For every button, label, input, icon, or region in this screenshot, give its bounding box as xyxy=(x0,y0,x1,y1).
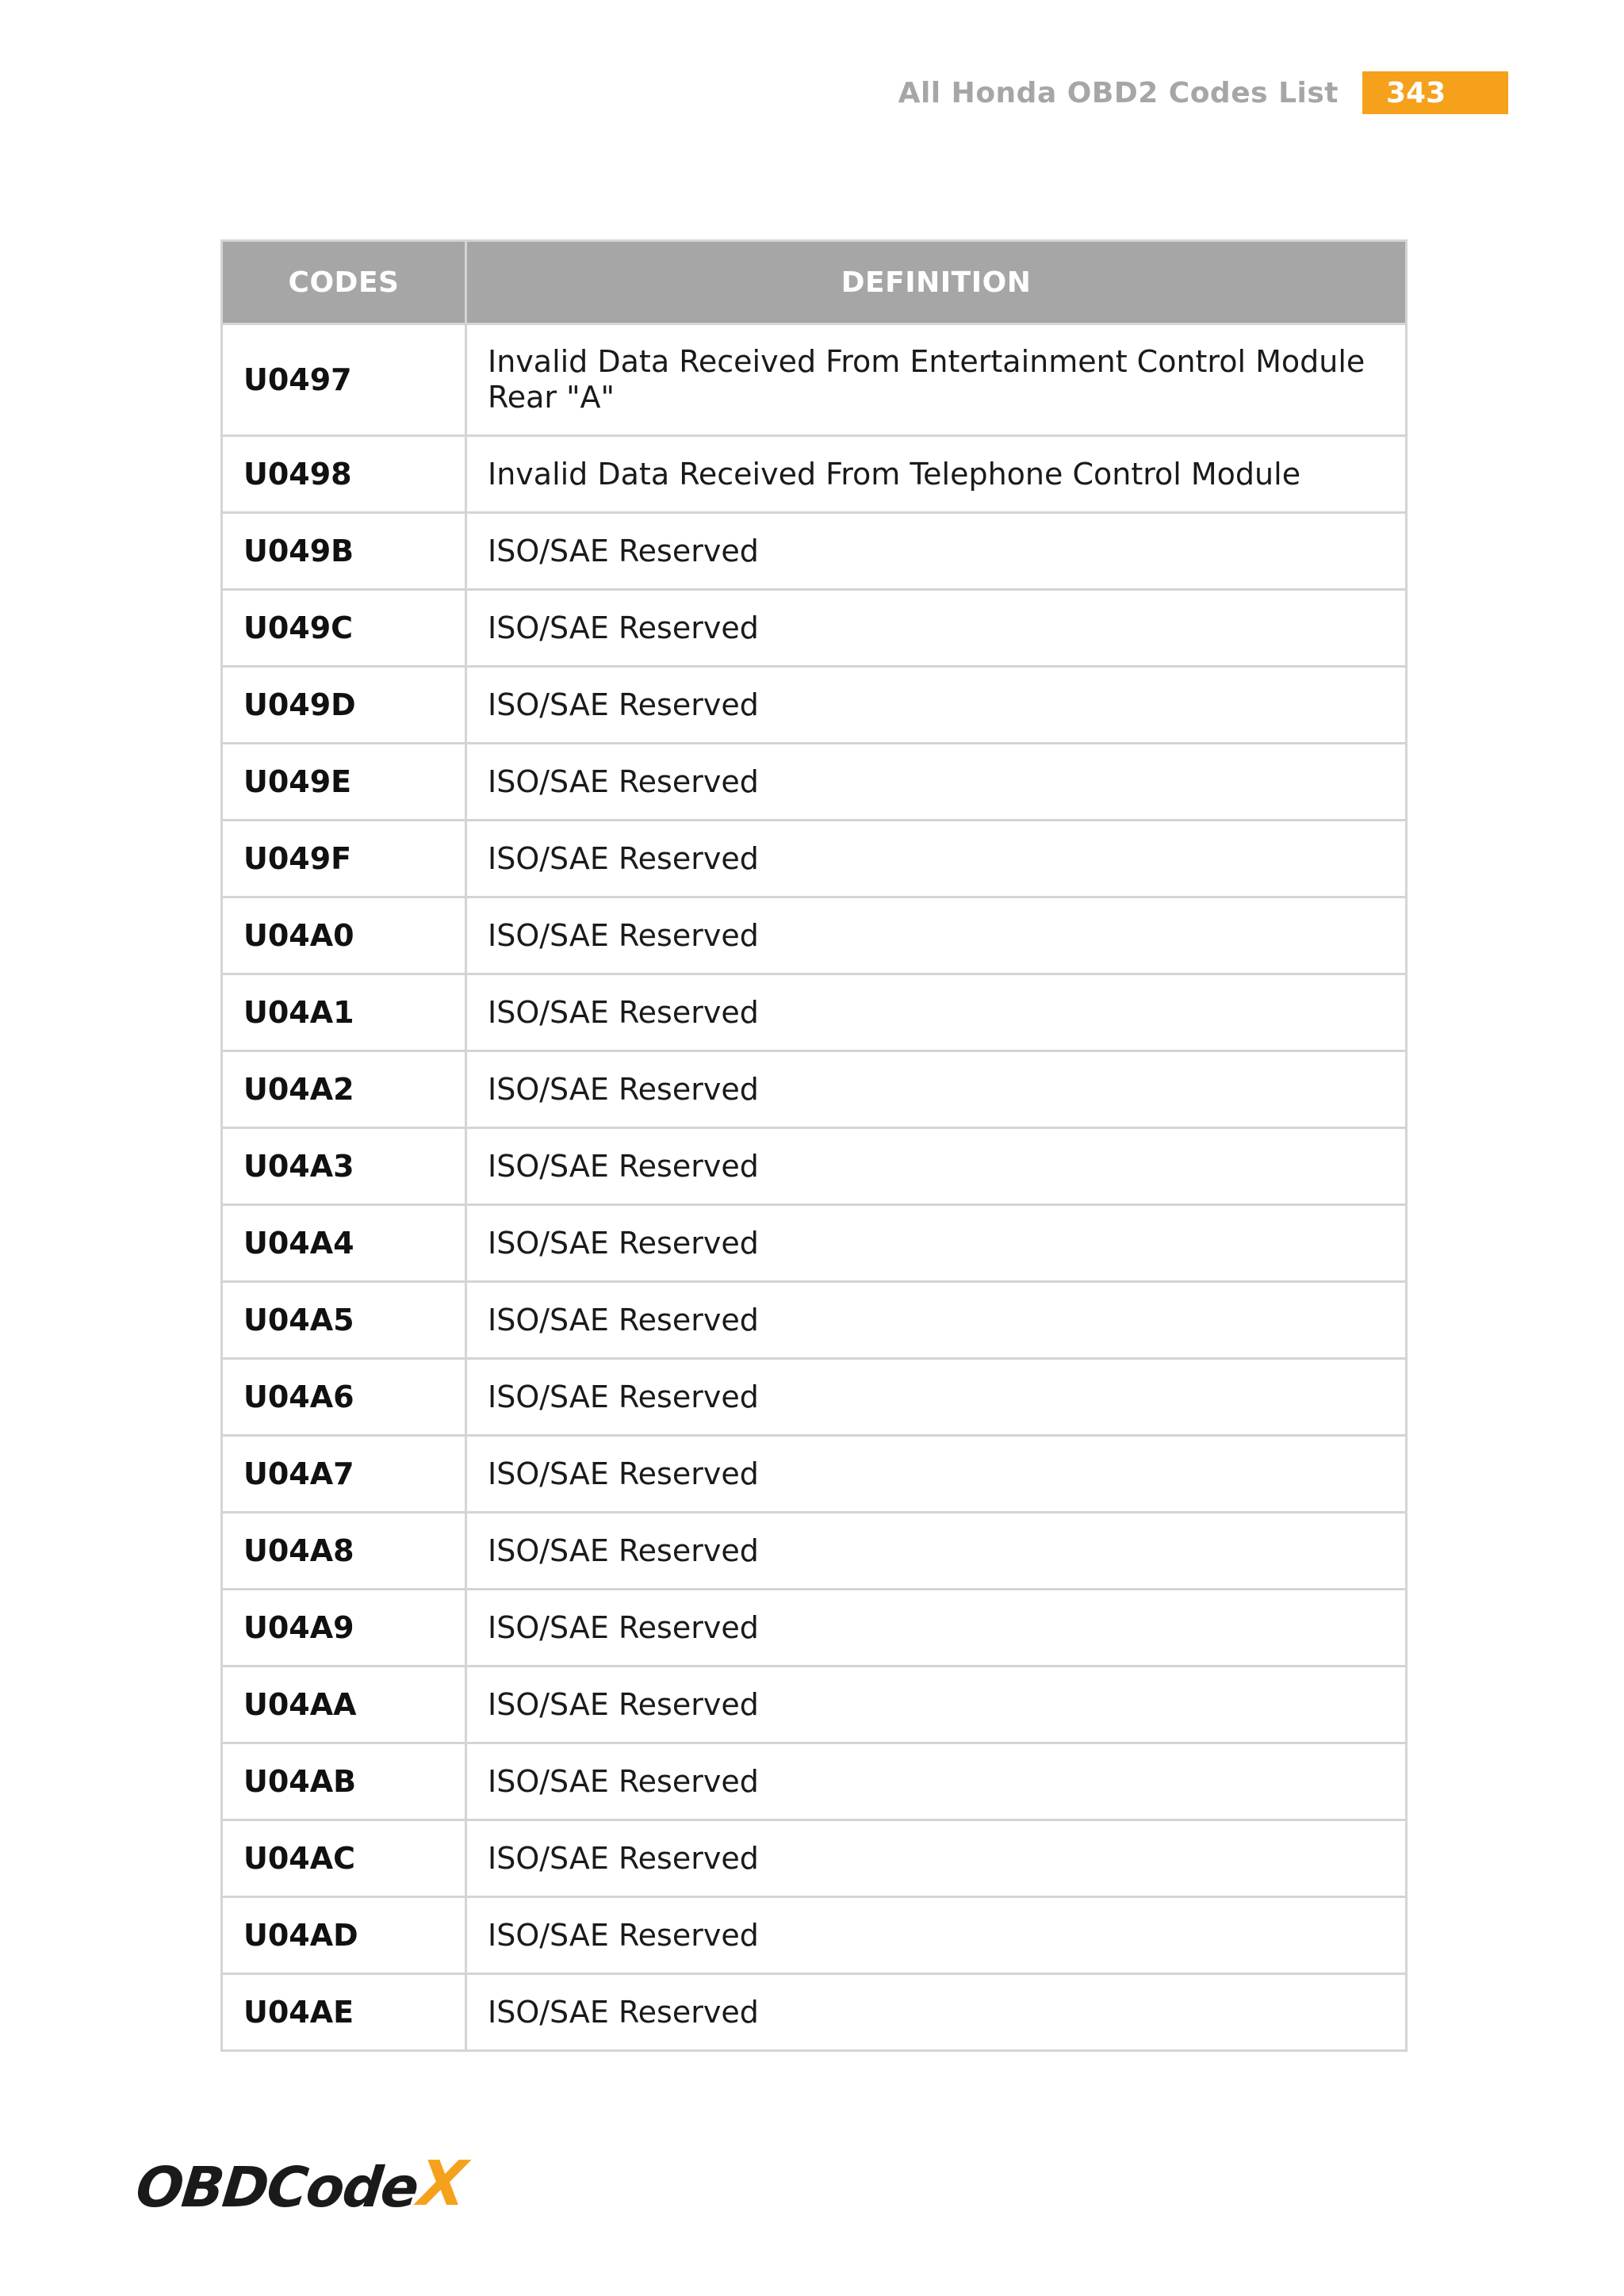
definition-cell: ISO/SAE Reserved xyxy=(466,1743,1407,1820)
definition-cell: ISO/SAE Reserved xyxy=(466,821,1407,897)
table-row xyxy=(222,1436,1407,1513)
definition-cell: ISO/SAE Reserved xyxy=(466,1128,1407,1205)
table-row xyxy=(222,324,1407,436)
code-cell: U04A7 xyxy=(222,1436,466,1513)
table-row xyxy=(222,590,1407,667)
table-row xyxy=(222,1282,1407,1359)
code-cell: U04AD xyxy=(222,1897,466,1974)
table-row xyxy=(222,1820,1407,1897)
column-header-codes: CODES xyxy=(222,241,466,324)
definition-cell: ISO/SAE Reserved xyxy=(466,513,1407,590)
code-cell: U049D xyxy=(222,667,466,744)
page-number-badge: 343 xyxy=(1362,71,1508,114)
definition-cell: ISO/SAE Reserved xyxy=(466,1359,1407,1436)
table-row xyxy=(222,974,1407,1051)
table-row xyxy=(222,1897,1407,1974)
code-cell: U04A0 xyxy=(222,897,466,974)
definition-cell: ISO/SAE Reserved xyxy=(466,1667,1407,1743)
table-row xyxy=(222,744,1407,821)
code-cell: U04A2 xyxy=(222,1051,466,1128)
table-row xyxy=(222,1590,1407,1667)
definition-cell: ISO/SAE Reserved xyxy=(466,744,1407,821)
definition-cell: ISO/SAE Reserved xyxy=(466,1436,1407,1513)
definition-cell: ISO/SAE Reserved xyxy=(466,1974,1407,2051)
code-cell: U04A8 xyxy=(222,1513,466,1590)
code-cell: U0497 xyxy=(222,324,466,436)
table-row xyxy=(222,667,1407,744)
code-cell: U049C xyxy=(222,590,466,667)
code-cell: U04A9 xyxy=(222,1590,466,1667)
code-cell: U049B xyxy=(222,513,466,590)
definition-cell: ISO/SAE Reserved xyxy=(466,1051,1407,1128)
table-row xyxy=(222,821,1407,897)
code-cell: U049F xyxy=(222,821,466,897)
definition-cell: ISO/SAE Reserved xyxy=(466,667,1407,744)
logo-accent-letter: X xyxy=(415,2149,470,2220)
table-row xyxy=(222,436,1407,513)
table-header-row xyxy=(222,241,1407,324)
code-cell: U049E xyxy=(222,744,466,821)
codes-table xyxy=(220,239,1408,2052)
code-cell: U04A3 xyxy=(222,1128,466,1205)
code-cell: U04A4 xyxy=(222,1205,466,1282)
code-cell: U0498 xyxy=(222,436,466,513)
table-row xyxy=(222,897,1407,974)
obdcodex-logo xyxy=(132,2149,470,2220)
definition-cell: ISO/SAE Reserved xyxy=(466,590,1407,667)
definition-cell: ISO/SAE Reserved xyxy=(466,1205,1407,1282)
table-row xyxy=(222,1667,1407,1743)
table-row xyxy=(222,1128,1407,1205)
code-cell: U04AE xyxy=(222,1974,466,2051)
definition-cell: ISO/SAE Reserved xyxy=(466,1590,1407,1667)
table-row xyxy=(222,1359,1407,1436)
definition-cell: ISO/SAE Reserved xyxy=(466,1897,1407,1974)
definition-cell: Invalid Data Received From Entertainment Control Module Rear "A" xyxy=(466,324,1407,436)
code-cell: U04A6 xyxy=(222,1359,466,1436)
column-header-definition: DEFINITION xyxy=(466,241,1407,324)
page-header xyxy=(898,71,1508,114)
code-cell: U04A5 xyxy=(222,1282,466,1359)
logo-wordmark: OBDCode xyxy=(132,2155,421,2220)
code-cell: U04AB xyxy=(222,1743,466,1820)
table-row xyxy=(222,1205,1407,1282)
code-cell: U04AA xyxy=(222,1667,466,1743)
definition-cell: ISO/SAE Reserved xyxy=(466,1282,1407,1359)
definition-cell: Invalid Data Received From Telephone Control Module xyxy=(466,436,1407,513)
definition-cell: ISO/SAE Reserved xyxy=(466,974,1407,1051)
table-row xyxy=(222,1974,1407,2051)
code-cell: U04A1 xyxy=(222,974,466,1051)
definition-cell: ISO/SAE Reserved xyxy=(466,1513,1407,1590)
code-cell: U04AC xyxy=(222,1820,466,1897)
definition-cell: ISO/SAE Reserved xyxy=(466,897,1407,974)
table-row xyxy=(222,1513,1407,1590)
table-row xyxy=(222,1743,1407,1820)
document-title: All Honda OBD2 Codes List xyxy=(898,76,1339,109)
table-row xyxy=(222,1051,1407,1128)
table-row xyxy=(222,513,1407,590)
definition-cell: ISO/SAE Reserved xyxy=(466,1820,1407,1897)
